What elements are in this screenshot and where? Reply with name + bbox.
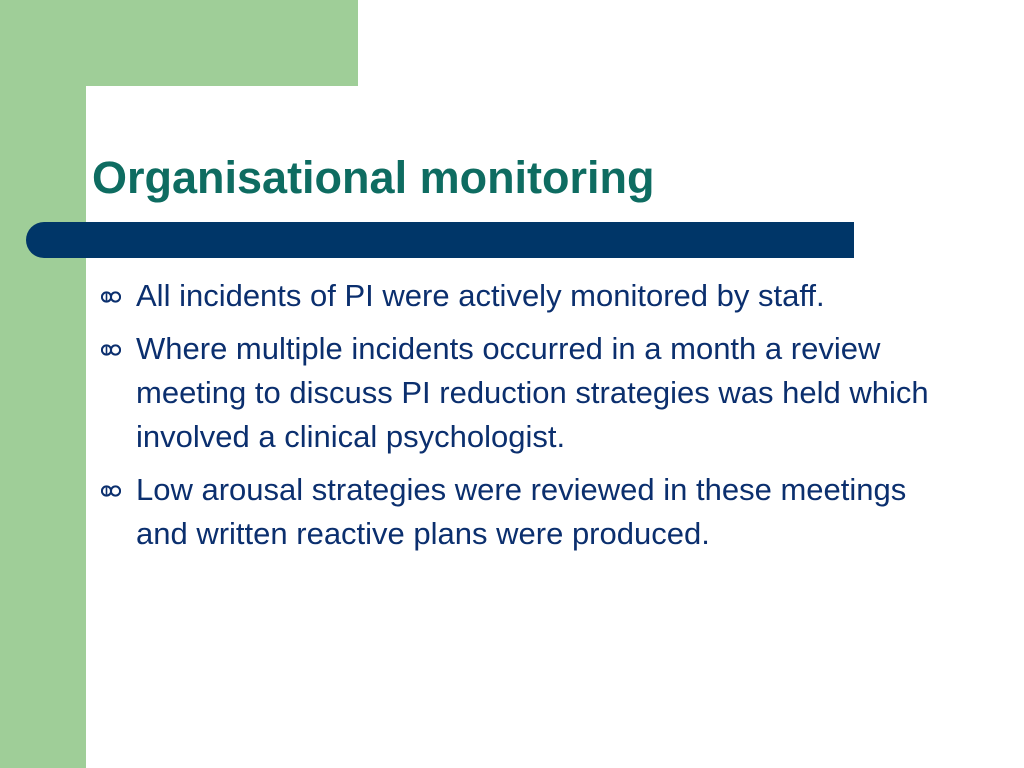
bullet-text: Low arousal strategies were reviewed in these meetings and written reactive plans were produced. [136, 472, 907, 551]
bullet-list [98, 274, 958, 565]
circled-double-o-bullet-icon [101, 482, 121, 500]
title-underline-bar [26, 222, 854, 258]
bullet-item [98, 274, 958, 318]
bullet-item [98, 327, 958, 459]
bullet-text: All incidents of PI were actively monitored by staff. [136, 278, 825, 313]
bullet-item [98, 468, 958, 556]
circled-double-o-bullet-icon [101, 288, 121, 306]
green-left-decoration [0, 0, 86, 768]
bullet-text: Where multiple incidents occurred in a month a review meeting to discuss PI reduction strategies was held which involved a clinical psychologist. [136, 331, 929, 454]
slide-title: Organisational monitoring [92, 152, 655, 203]
circled-double-o-bullet-icon [101, 341, 121, 359]
